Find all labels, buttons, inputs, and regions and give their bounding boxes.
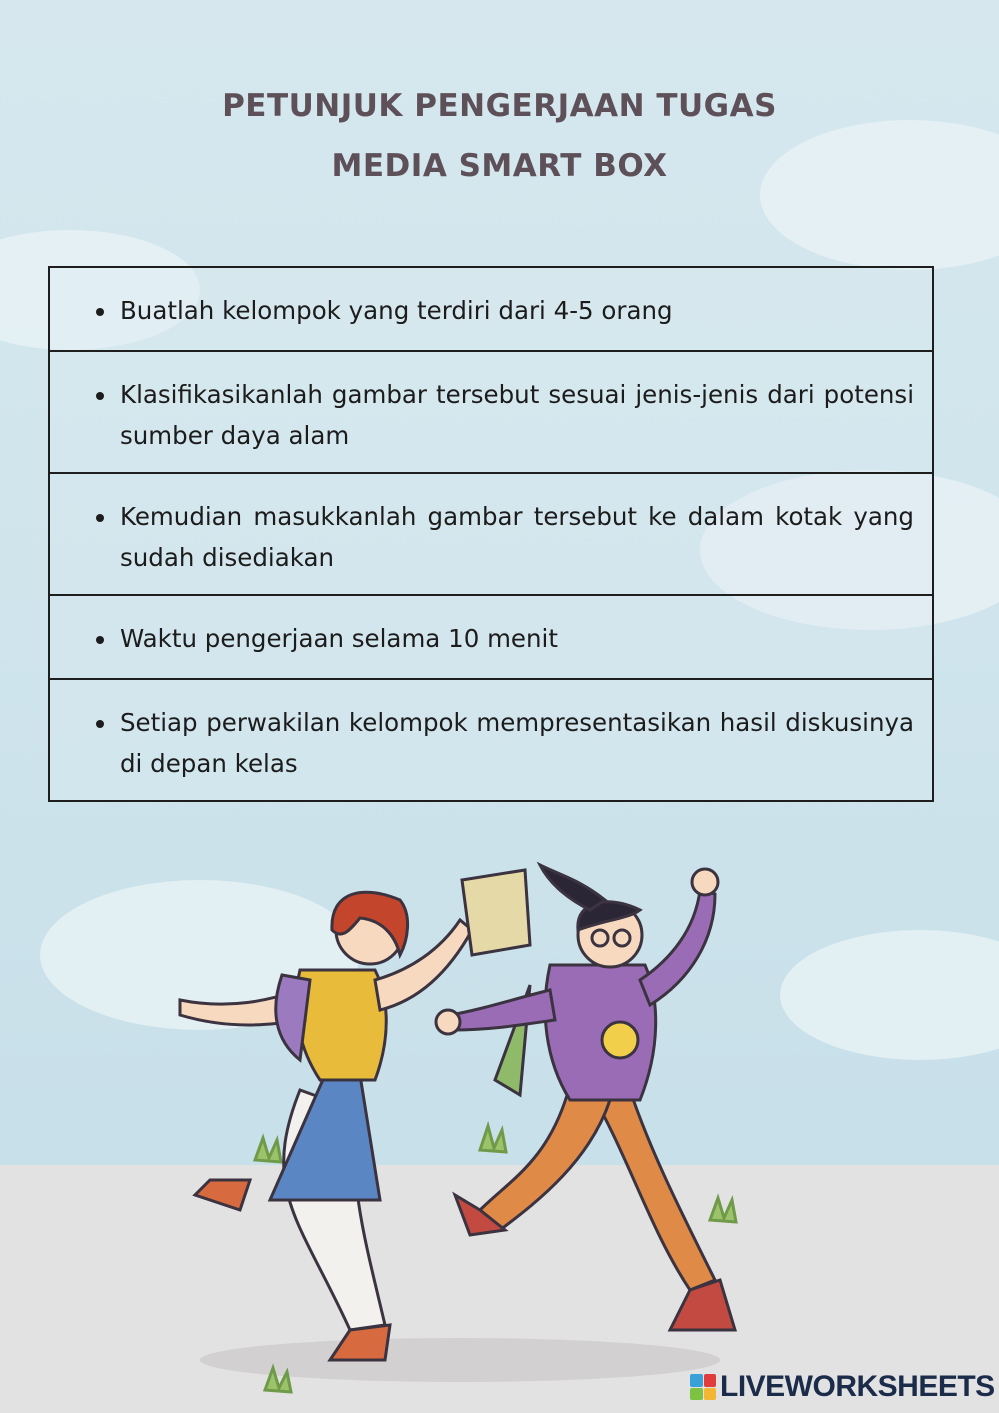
bullet-icon	[96, 308, 104, 316]
instruction-text: Buatlah kelompok yang terdiri dari 4-5 orang	[120, 296, 673, 325]
girl-red-hair	[180, 870, 530, 1360]
bullet-icon	[96, 720, 104, 728]
instruction-row	[50, 680, 932, 800]
cloud	[760, 120, 999, 270]
instruction-text: Kemudian masukkanlah gambar tersebut ke dalam kotak yang sudah disediakan	[120, 502, 914, 572]
instruction-row	[50, 596, 932, 680]
instruction-row	[50, 352, 932, 474]
page-title-line-1: PETUNJUK PENGERJAAN TUGAS	[222, 88, 777, 124]
bullet-icon	[96, 392, 104, 400]
instruction-row	[50, 474, 932, 596]
page-title-line-2: MEDIA SMART BOX	[331, 148, 668, 184]
instruction-row	[50, 268, 932, 352]
bullet-icon	[96, 514, 104, 522]
running-kids-illustration	[150, 860, 770, 1400]
instruction-text: Klasifikasikanlah gambar tersebut sesuai jenis-jenis dari potensi sumber daya alam	[120, 380, 914, 450]
instruction-text: Setiap perwakilan kelompok mempresentasikan hasil diskusinya di depan kelas	[120, 708, 914, 778]
cloud	[780, 930, 999, 1060]
bullet-icon	[96, 636, 104, 644]
logo-text: LIVEWORKSHEETS	[720, 1370, 995, 1403]
instruction-text: Waktu pengerjaan selama 10 menit	[120, 624, 558, 653]
liveworksheets-logo	[690, 1370, 995, 1404]
liveworksheets-logo-icon	[690, 1374, 716, 1400]
ground-shadow	[200, 1338, 720, 1382]
instructions-table	[48, 266, 934, 802]
